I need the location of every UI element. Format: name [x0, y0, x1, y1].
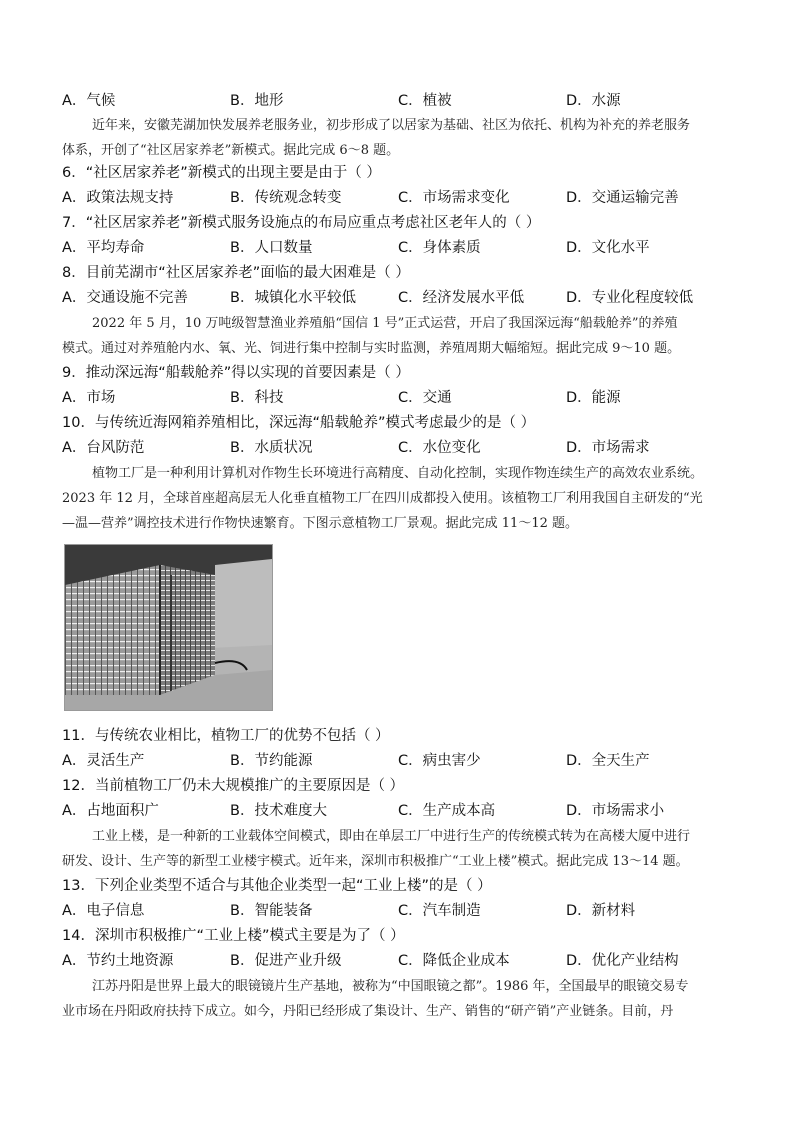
- q14-option-b[interactable]: B．促进产业升级: [230, 953, 342, 969]
- q5-option-d[interactable]: D．水源: [566, 93, 621, 109]
- q8-option-b[interactable]: B．城镇化水平较低: [230, 290, 356, 306]
- q11-option-c[interactable]: C．病虫害少: [398, 753, 481, 769]
- q14-options: [62, 950, 742, 972]
- passage-line: 研发、设计、生产等的新型工业楼宇模式。近年来，深圳市积极推广“工业上楼”模式。据此完成 13～14 题。: [62, 854, 689, 869]
- q6-option-b[interactable]: B．传统观念转变: [230, 190, 342, 206]
- q9-option-a[interactable]: A．市场: [62, 390, 116, 406]
- q8-stem: 8．目前芜湖市“社区居家养老”面临的最大困难是（ ）: [62, 265, 410, 281]
- q5-option-c[interactable]: C．植被: [398, 93, 452, 109]
- passage-line: 2022 年 5 月，10 万吨级智慧渔业养殖船“国信 1 号”正式运营，开启了我国深远海“船载舱养”的养殖: [92, 316, 678, 331]
- q8-option-c[interactable]: C．经济发展水平低: [398, 290, 525, 306]
- q13-option-c[interactable]: C．汽车制造: [398, 903, 481, 919]
- passage-elderly-care: [62, 113, 734, 163]
- q13-options: [62, 900, 742, 922]
- q7-option-b[interactable]: B．人口数量: [230, 240, 313, 256]
- passage-line: 近年来，安徽芜湖加快发展养老服务业，初步形成了以居家为基础、社区为依托、机构为补充的养老服务: [92, 118, 691, 133]
- q7-options: [62, 237, 742, 259]
- q14-stem: 14．深圳市积极推广“工业上楼”模式主要是为了（ ）: [62, 928, 405, 944]
- q10-stem: 10．与传统近海网箱养殖相比，深远海“船载舱养”模式考虑最少的是（ ）: [62, 415, 536, 431]
- q12-stem: 12．当前植物工厂仍未大规模推广的主要原因是（ ）: [62, 778, 405, 794]
- q5-option-a[interactable]: A．气候: [62, 93, 116, 109]
- q7-option-d[interactable]: D．文化水平: [566, 240, 650, 256]
- q7-option-a[interactable]: A．平均寿命: [62, 240, 145, 256]
- q9-option-c[interactable]: C．交通: [398, 390, 452, 406]
- q14-option-c[interactable]: C．降低企业成本: [398, 953, 510, 969]
- passage-line: 植物工厂是一种利用计算机对作物生长环境进行高精度、自动化控制，实现作物连续生产的高效农业系统。: [92, 466, 704, 481]
- q13-option-d[interactable]: D．新材料: [566, 903, 636, 919]
- q10-options: [62, 437, 742, 459]
- q12-option-c[interactable]: C．生产成本高: [398, 803, 496, 819]
- q8-options: [62, 287, 742, 309]
- q11-options: [62, 750, 742, 772]
- q8-option-d[interactable]: D．专业化程度较低: [566, 290, 694, 306]
- q5-options: [62, 90, 742, 112]
- q9-stem: 9．推动深远海“船载舱养”得以实现的首要因素是（ ）: [62, 365, 410, 381]
- q12-options: [62, 800, 742, 822]
- q6-option-d[interactable]: D．交通运输完善: [566, 190, 679, 206]
- passage-line: 江苏丹阳是世界上最大的眼镜镜片生产基地，被称为“中国眼镜之都”。1986 年，全国最早的眼镜交易专: [92, 979, 689, 994]
- passage-line: 模式。通过对养殖舱内水、氧、光、饲进行集中控制与实时监测，养殖周期大幅缩短。据此完成 9～10 题。: [62, 341, 681, 356]
- passage-danyang-glasses: [62, 974, 734, 1024]
- q9-option-d[interactable]: D．能源: [566, 390, 621, 406]
- q6-option-c[interactable]: C．市场需求变化: [398, 190, 510, 206]
- q6-stem: 6．“社区居家养老”新模式的出现主要是由于（ ）: [62, 165, 381, 181]
- q6-options: [62, 187, 742, 209]
- q12-option-b[interactable]: B．技术难度大: [230, 803, 327, 819]
- q12-option-a[interactable]: A．占地面积广: [62, 803, 159, 819]
- q6-option-a[interactable]: A．政策法规支持: [62, 190, 174, 206]
- q14-option-a[interactable]: A．节约土地资源: [62, 953, 174, 969]
- q10-option-a[interactable]: A．台风防范: [62, 440, 145, 456]
- q14-option-d[interactable]: D．优化产业结构: [566, 953, 679, 969]
- plant-factory-illustration: [65, 545, 272, 710]
- passage-line: 工业上楼，是一种新的工业载体空间模式，即由在单层工厂中进行生产的传统模式转为在高楼大厦中进行: [92, 829, 691, 844]
- q11-stem: 11．与传统农业相比，植物工厂的优势不包括（ ）: [62, 728, 390, 744]
- passage-line: 业市场在丹阳政府扶持下成立。如今，丹阳已经形成了集设计、生产、销售的“研产销”产业链条。目前，丹: [62, 1004, 674, 1019]
- q11-option-a[interactable]: A．灵活生产: [62, 753, 145, 769]
- passage-plant-factory: [62, 461, 734, 536]
- passage-line: —温—营养”调控技术进行作物快速繁育。下图示意植物工厂景观。据此完成 11～12 题。: [62, 516, 578, 531]
- q12-option-d[interactable]: D．市场需求小: [566, 803, 665, 819]
- q11-option-d[interactable]: D．全天生产: [566, 753, 650, 769]
- q9-options: [62, 387, 742, 409]
- q13-option-b[interactable]: B．智能装备: [230, 903, 313, 919]
- q8-option-a[interactable]: A．交通设施不完善: [62, 290, 188, 306]
- q10-option-d[interactable]: D．市场需求: [566, 440, 650, 456]
- q11-option-b[interactable]: B．节约能源: [230, 753, 313, 769]
- q10-option-b[interactable]: B．水质状况: [230, 440, 313, 456]
- q9-option-b[interactable]: B．科技: [230, 390, 284, 406]
- passage-line: 2023 年 12 月，全球首座超高层无人化垂直植物工厂在四川成都投入使用。该植物工厂利用我国自主研发的“光: [62, 491, 703, 506]
- q10-option-c[interactable]: C．水位变化: [398, 440, 481, 456]
- passage-industry-upstairs: [62, 824, 734, 874]
- plant-factory-photo: [64, 544, 273, 711]
- q7-option-c[interactable]: C．身体素质: [398, 240, 481, 256]
- q13-option-a[interactable]: A．电子信息: [62, 903, 145, 919]
- passage-fish-farming-ship: [62, 311, 734, 361]
- q7-stem: 7．“社区居家养老”新模式服务设施点的布局应重点考虑社区老年人的（ ）: [62, 215, 541, 231]
- q5-option-b[interactable]: B．地形: [230, 93, 284, 109]
- q13-stem: 13．下列企业类型不适合与其他企业类型一起“工业上楼”的是（ ）: [62, 878, 492, 894]
- passage-line: 体系，开创了“社区居家养老”新模式。据此完成 6～8 题。: [62, 143, 400, 158]
